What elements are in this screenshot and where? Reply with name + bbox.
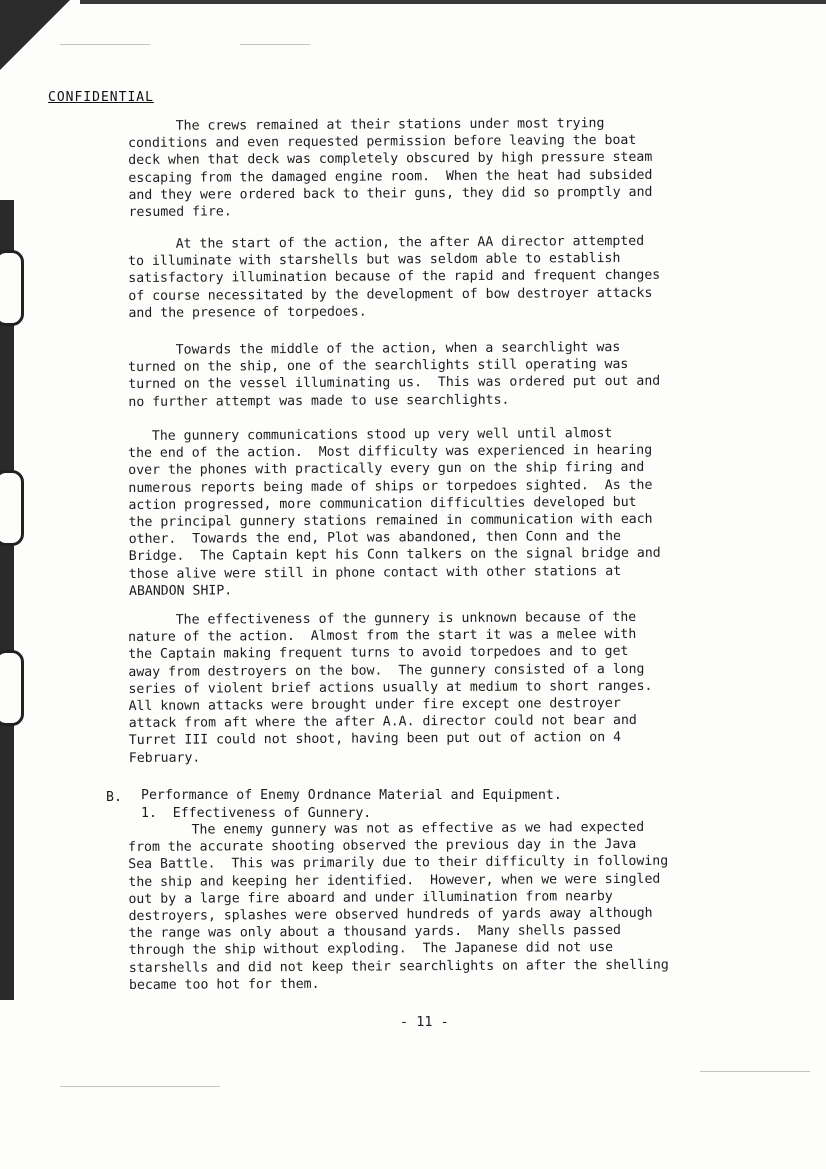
paragraph-starshells: At the start of the action, the after AA director attempted to illuminate with starshells but was seldom able to establish satisfactory illumination because of the rapid and frequent changes of course necessitated by the development of bow destroyer attacks and the presence of torpedoes.: [128, 233, 661, 321]
confidential-stamp: CONFIDENTIAL: [48, 90, 154, 105]
scan-speck: [60, 1086, 220, 1087]
scan-speck: [240, 44, 310, 45]
section-heading: Performance of Enemy Ordnance Material and Equipment.: [141, 788, 562, 803]
paragraph-enemy-gunnery: The enemy gunnery was not as effective as we had expected from the accurate shooting observed the previous day in the Java Sea Battle. This was primarily due to their difficulty in following the ship and keeping her identified. However, when we were singled out by a large fire aboard and under illumination from nearby destroyers, splashes were observed hundreds of yards away although the range was only about a thousand yards. Many shells passed through the ship without exploding. The Japanese did not use starshells and did not keep their searchlights on after the shelling became too hot for them.: [128, 819, 669, 993]
paragraph-searchlights: Towards the middle of the action, when a searchlight was turned on the ship, one of the searchlights still operating was turned on the vessel illuminating us. This was ordered put out and no further attempt was made to use searchlights.: [128, 339, 661, 410]
section-letter: B.: [106, 790, 122, 805]
paragraph-crews: The crews remained at their stations under most trying conditions and even requested permission before leaving the boat deck when that deck was completely obscured by high pressure steam escaping from the damaged engine room. When the heat had subsided and they were ordered back to their guns, they did so promptly and resumed fire.: [128, 116, 653, 221]
scan-speck: [700, 1071, 810, 1072]
subsection-heading: 1. Effectiveness of Gunnery.: [141, 806, 372, 821]
folded-corner: [0, 0, 70, 70]
binder-hole: [0, 650, 24, 726]
paragraph-communications: The gunnery communications stood up very well until almost the end of the action. Most difficulty was experienced in hearing over the phones with practically every gun on the ship firing and numerous reports being made of ships or torpedoes sighted. As the action progressed, more communication difficulties developed but the principal gunnery stations remained in communication with each other. Towards the end, Plot was abandoned, then Conn and the Bridge. The Captain kept his Conn talkers on the signal bridge and those alive were still in phone contact with other stations at ABANDON SHIP.: [128, 426, 661, 599]
scan-edge: [80, 0, 826, 4]
binder-hole: [0, 250, 24, 326]
stamp-bleed: [150, 78, 245, 110]
scan-speck: [60, 44, 150, 45]
binder-hole: [0, 470, 24, 546]
paragraph-effectiveness: The effectiveness of the gunnery is unknown because of the nature of the action. Almost from the start it was a melee with the Captain making frequent turns to avoid torpedoes and to get away from destroyers on the bow. The gunnery consisted of a long series of violent brief actions usually at medium to short ranges. All known attacks were brought under fire except one destroyer attack from aft where the after A.A. director could not bear and Turret III could not shoot, having been put out of action on 4 February.: [128, 609, 653, 766]
page-number: - 11 -: [400, 1014, 449, 1030]
